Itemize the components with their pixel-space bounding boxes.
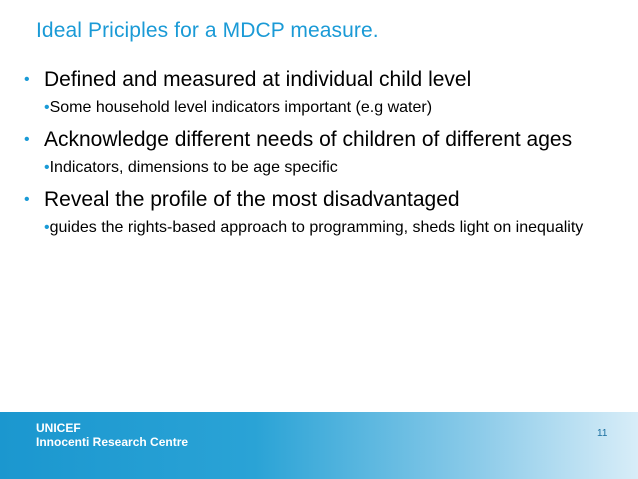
bullet-icon: • xyxy=(44,159,50,176)
bullet-list xyxy=(24,66,620,238)
bullet-text: Acknowledge different needs of children of different ages xyxy=(44,128,573,151)
bullet-text: Reveal the profile of the most disadvantaged xyxy=(44,188,460,211)
bullet-point xyxy=(24,66,620,93)
bullet-icon: • xyxy=(24,131,30,148)
bullet-point xyxy=(24,126,620,153)
bullet-icon: • xyxy=(44,99,50,116)
sub-bullet-text: Indicators, dimensions to be age specific xyxy=(49,159,338,176)
sub-bullet-text: guides the rights-based approach to programming, sheds light on inequality xyxy=(49,219,584,236)
org-unit: Innocenti Research Centre xyxy=(36,435,189,449)
bullet-icon: • xyxy=(24,191,30,208)
bullet-text: Defined and measured at individual child level xyxy=(44,68,472,91)
bullet-icon: • xyxy=(24,71,30,88)
bullet-icon: • xyxy=(44,219,50,236)
sub-bullet-point xyxy=(24,217,620,238)
slide-title: Ideal Priciples for a MDCP measure. xyxy=(36,19,379,42)
sub-bullet-point xyxy=(24,157,620,178)
org-name: UNICEF xyxy=(36,421,81,435)
page-number: 11 xyxy=(597,428,608,439)
sub-bullet-point xyxy=(24,97,620,118)
bullet-point xyxy=(24,186,620,213)
sub-bullet-text: Some household level indicators important (e.g water) xyxy=(49,99,433,116)
